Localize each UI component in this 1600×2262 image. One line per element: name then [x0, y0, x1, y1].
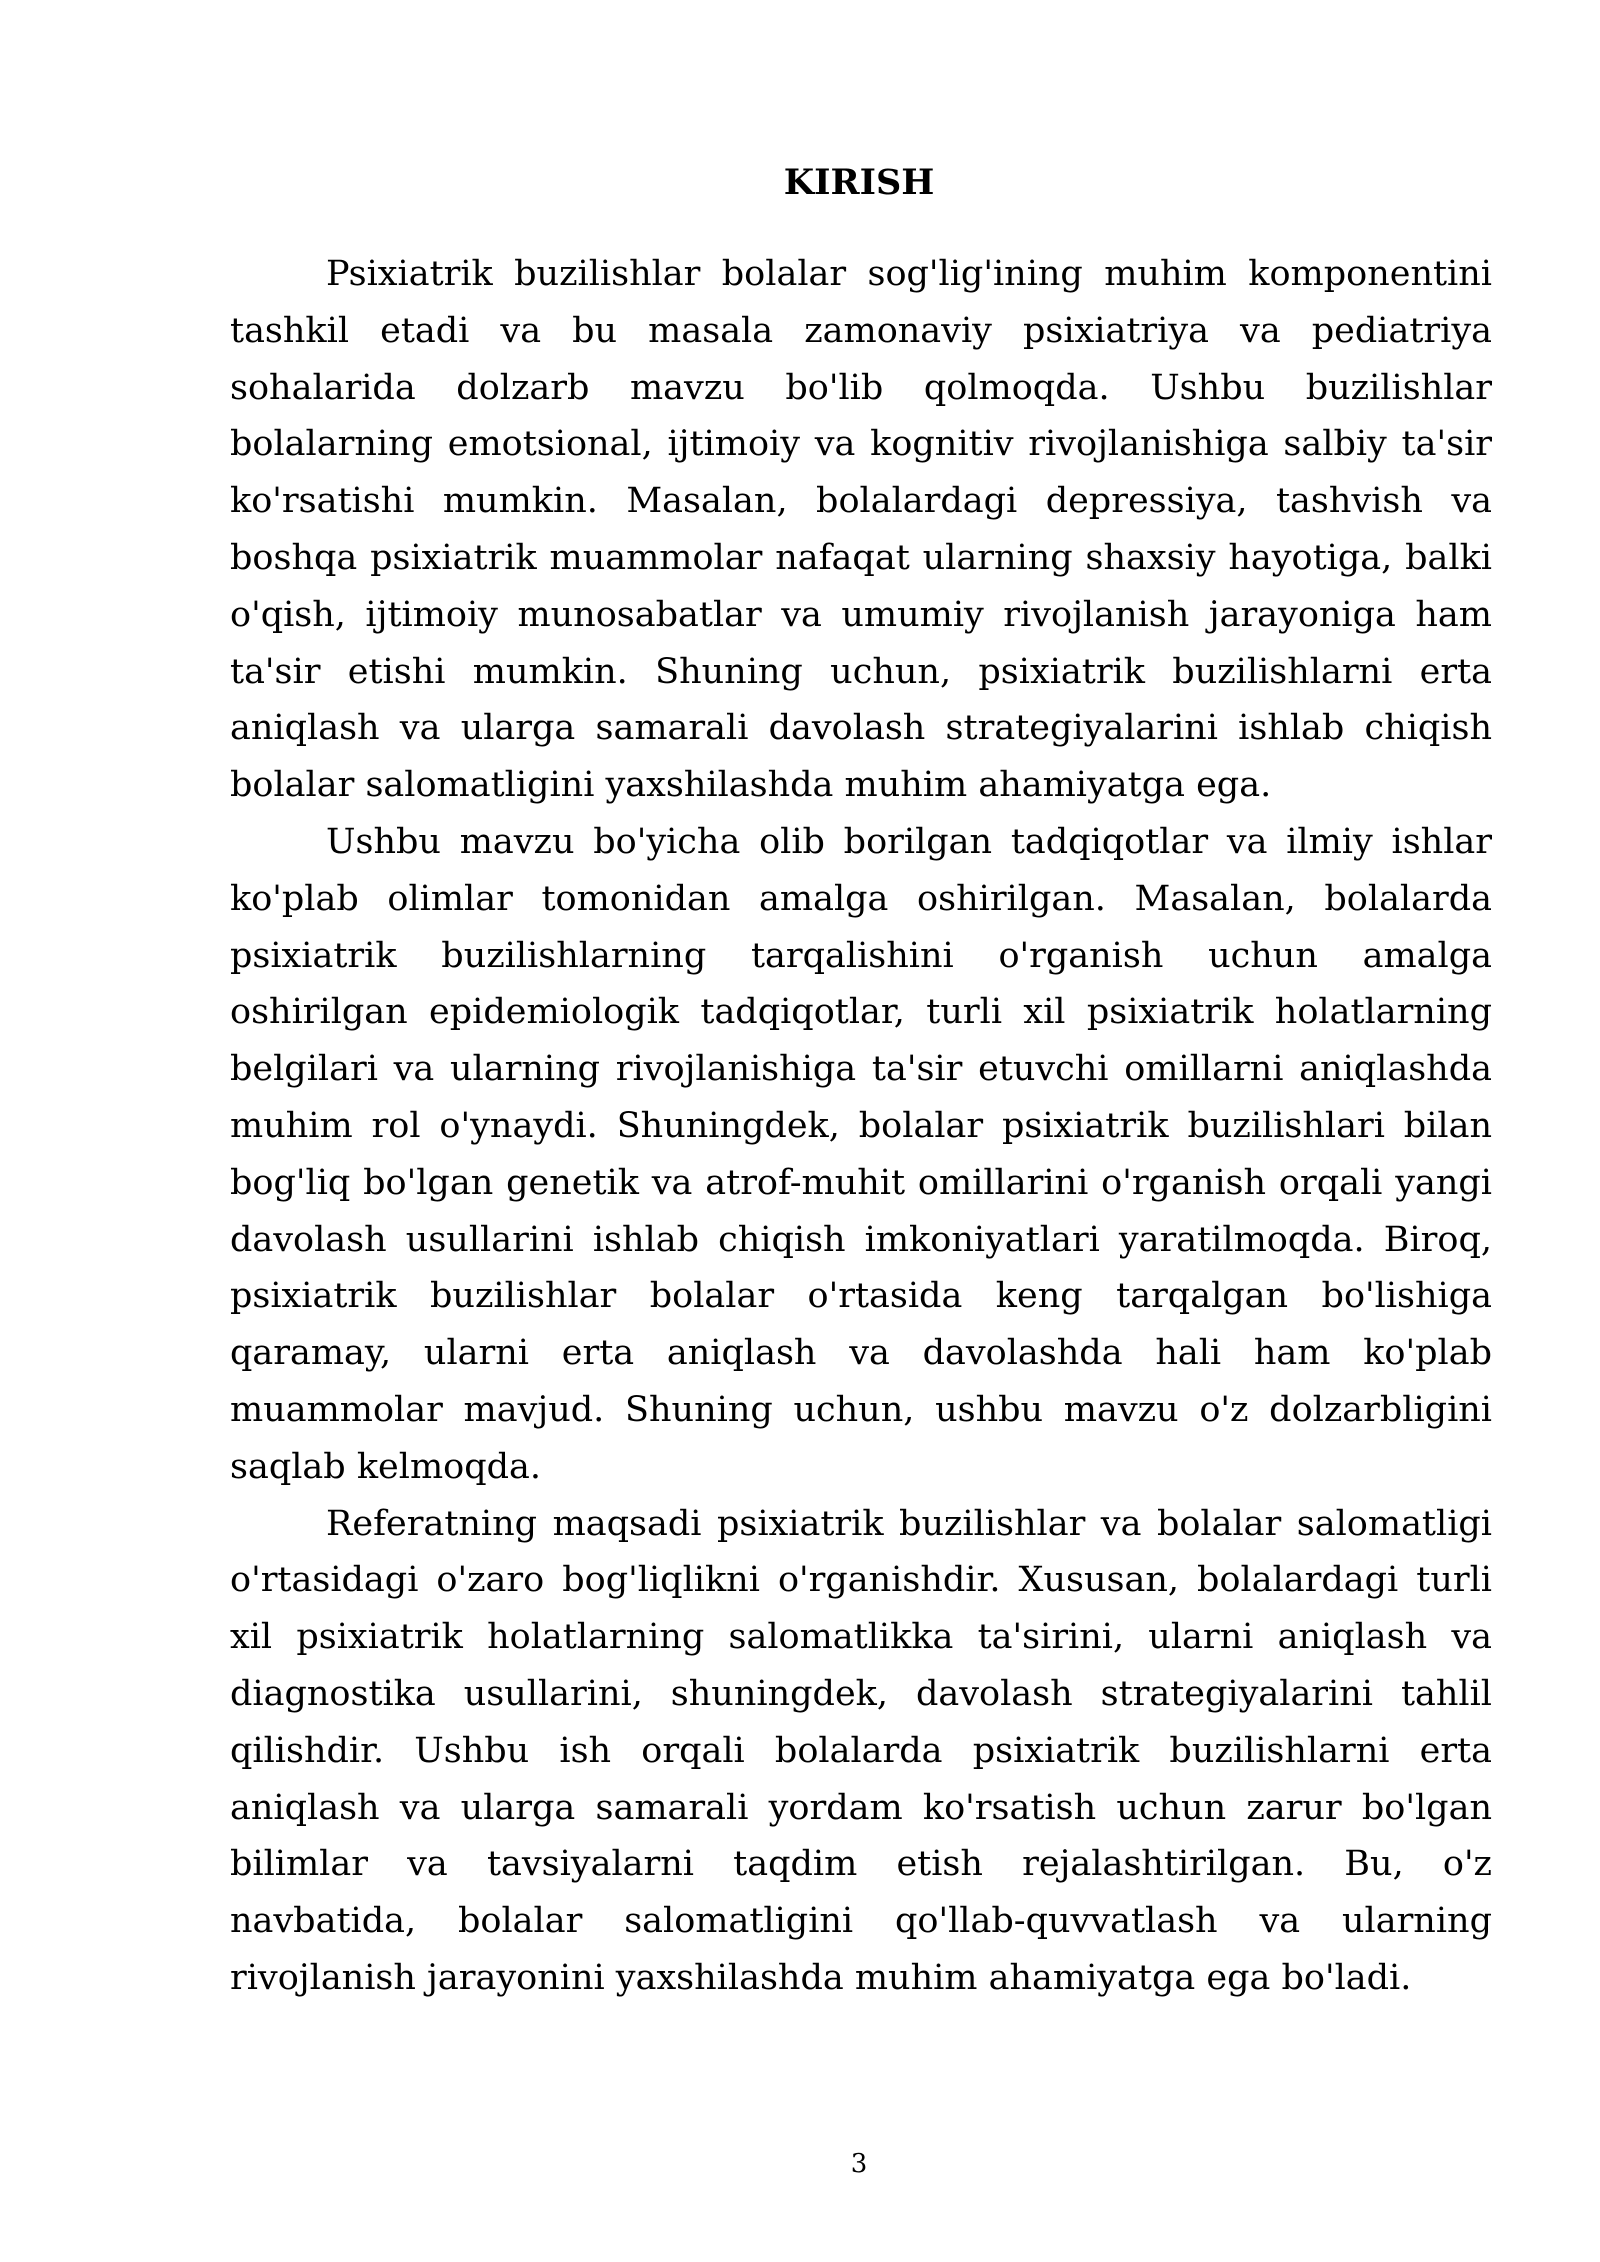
body-text: [230, 246, 1492, 2007]
page-number: 3: [850, 2149, 868, 2179]
paragraph-research: Ushbu mavzu bo'yicha olib borilgan tadqiqotlar va ilmiy ishlar ko'plab olimlar tomonidan amalga oshirilgan. Masalan, bolalarda psixiatrik buzilishlarning tarqalishini o'rganish uchun amalga oshirilgan epidemiologik tadqiqotlar, turli xil psixiatrik holatlarning belgilari va ularning rivojlanishiga ta'sir etuvchi omillarni aniqlashda muhim rol o'ynaydi. Shuningdek, bolalar psixiatrik buzilishlari bilan bog'liq bo'lgan genetik va atrof-muhit omillarini o'rganish orqali yangi davolash usullarini ishlab chiqish imkoniyatlari yaratilmoqda. Biroq, psixiatrik buzilishlar bolalar o'rtasida keng tarqalgan bo'lishiga qaramay, ularni erta aniqlash va davolashda hali ham ko'plab muammolar mavjud. Shuning uchun, ushbu mavzu o'z dolzarbligini saqlab kelmoqda.: [230, 821, 1492, 1487]
section-heading: KIRISH: [783, 162, 935, 203]
paragraph-intro: Psixiatrik buzilishlar bolalar sog'lig'ining muhim komponentini tashkil etadi va bu masala zamonaviy psixiatriya va pediatriya sohalarida dolzarb mavzu bo'lib qolmoqda. Ushbu buzilishlar bolalarning emotsional, ijtimoiy va kognitiv rivojlanishiga salbiy ta'sir ko'rsatishi mumkin. Masalan, bolalardagi depressiya, tashvish va boshqa psixiatrik muammolar nafaqat ularning shaxsiy hayotiga, balki o'qish, ijtimoiy munosabatlar va umumiy rivojlanish jarayoniga ham ta'sir etishi mumkin. Shuning uchun, psixiatrik buzilishlarni erta aniqlash va ularga samarali davolash strategiyalarini ishlab chiqish bolalar salomatligini yaxshilashda muhim ahamiyatga ega.: [230, 254, 1492, 806]
paragraph-goal: Referatning maqsadi psixiatrik buzilishlar va bolalar salomatligi o'rtasidagi o'zaro bog'liqlikni o'rganishdir. Xususan, bolalardagi turli xil psixiatrik holatlarning salomatlikka ta'sirini, ularni aniqlash va diagnostika usullarini, shuningdek, davolash strategiyalarini tahlil qilishdir. Ushbu ish orqali bolalarda psixiatrik buzilishlarni erta aniqlash va ularga samarali yordam ko'rsatish uchun zarur bo'lgan bilimlar va tavsiyalarni taqdim etish rejalashtirilgan. Bu, o'z navbatida, bolalar salomatligini qo'llab-quvvatlash va ularning rivojlanish jarayonini yaxshilashda muhim ahamiyatga ega bo'ladi.: [230, 1503, 1492, 1998]
